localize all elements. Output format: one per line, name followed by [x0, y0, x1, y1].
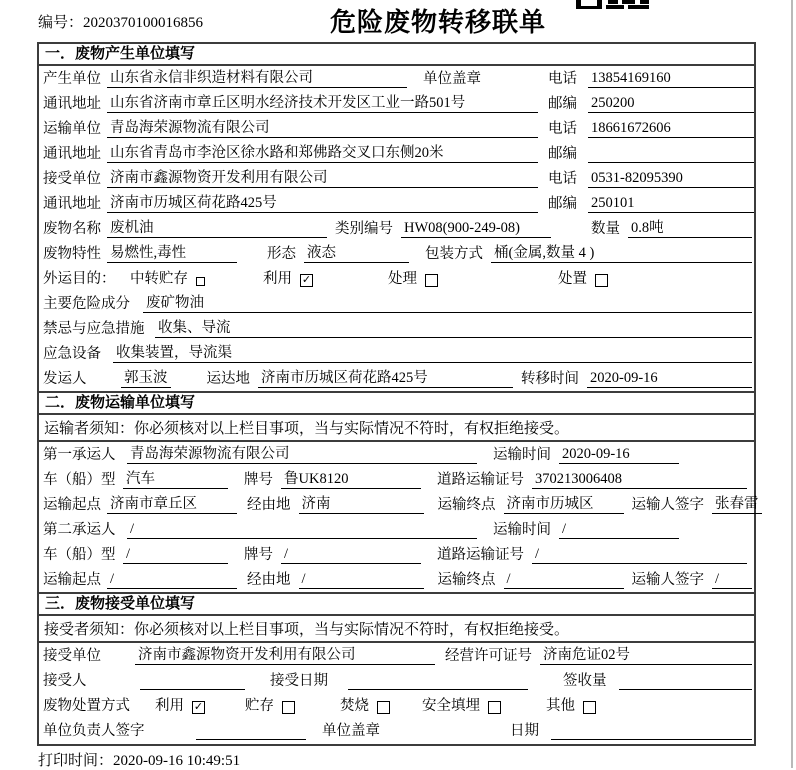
- license-label: 道路运输证号: [437, 472, 524, 488]
- producer-zip-field: 250200: [588, 95, 754, 113]
- phone-label: 电话: [548, 71, 577, 87]
- producer-address-field: 山东省济南市章丘区明水经济技术开发区工业一路501号: [107, 95, 538, 113]
- option-label: 安全填埋: [422, 698, 480, 714]
- option-label: 利用: [155, 698, 184, 714]
- permit-label: 经营许可证号: [445, 648, 532, 664]
- recipient-label: 接受人: [43, 673, 87, 689]
- transport-time-label: 运输时间: [493, 522, 551, 538]
- row-vehicle1: [39, 467, 754, 492]
- purpose-option-treat: [388, 267, 438, 288]
- taboo-label: 禁忌与应急措施: [43, 321, 145, 337]
- disposal-option-storage: [245, 694, 295, 715]
- print-time-value: 2020-09-16 10:49:51: [113, 753, 241, 769]
- producer-phone-field: 13854169160: [588, 70, 754, 88]
- date-field: [551, 723, 752, 740]
- form-field: 液态: [304, 245, 409, 263]
- vehicle-label: 车（船）型: [43, 472, 116, 488]
- zip-label: 邮编: [548, 146, 577, 162]
- equipment-label: 应急设备: [43, 346, 101, 362]
- row-receiver-address: [39, 191, 754, 216]
- plate2-field: /: [281, 546, 421, 564]
- page-title: 危险废物转移联单: [330, 8, 547, 37]
- transport-time2-field: /: [559, 521, 679, 539]
- disposal-option-utilize: [155, 694, 205, 715]
- plate-label: 牌号: [244, 472, 273, 488]
- phone-label: 电话: [548, 171, 577, 187]
- section1-header: 一．废物产生单位填写: [39, 44, 754, 66]
- plate-label: 牌号: [244, 547, 273, 563]
- unit-seal-label: 单位盖章: [322, 723, 380, 739]
- address-label: 通讯地址: [43, 196, 101, 212]
- row-producer: [39, 66, 754, 91]
- transporter-sign-label: 运输人签字: [631, 497, 704, 513]
- disposal-landfill-checkbox[interactable]: [488, 701, 501, 714]
- origin-label: 运输起点: [43, 497, 101, 513]
- via-label: 经由地: [247, 572, 291, 588]
- transport-time1-field: 2020-09-16: [559, 446, 679, 464]
- destination-label: 运达地: [206, 371, 250, 387]
- license-label: 道路运输证号: [437, 547, 524, 563]
- print-time-label: 打印时间：: [38, 753, 114, 769]
- packing-label: 包装方式: [425, 246, 483, 262]
- transport-time-label: 运输时间: [493, 447, 551, 463]
- purpose-label: 外运目的：: [43, 271, 116, 287]
- disposal-option-incinerate: [340, 694, 390, 715]
- date-label: 日期: [510, 723, 539, 739]
- carrier2-label: 第二承运人: [43, 522, 116, 538]
- receiver-notice: 接受者须知：你必须核对以上栏目事项，当与实际情况不符时，有权拒绝接受。: [39, 616, 754, 643]
- section-transporter: [39, 391, 759, 592]
- row-route2: [39, 567, 754, 592]
- row-shipper: [39, 366, 754, 391]
- transfer-time-field: 2020-09-16: [587, 370, 752, 388]
- dispose-checkbox[interactable]: [595, 274, 608, 287]
- carrier2-field: /: [127, 521, 477, 539]
- disposal-utilize-checkbox[interactable]: ✓: [193, 701, 204, 713]
- row-responsible-sign: [39, 718, 754, 743]
- waste-name-field: 废机油: [107, 220, 327, 238]
- row-purpose: [39, 266, 754, 291]
- terminus-label: 运输终点: [437, 497, 496, 513]
- zip-label: 邮编: [548, 196, 577, 212]
- vehicle-label: 车（船）型: [43, 547, 116, 563]
- transfer-storage-checkbox[interactable]: [196, 277, 205, 286]
- transporter-zip-field: [588, 146, 754, 163]
- quantity-field: 0.8吨: [628, 220, 752, 238]
- row-route1: [39, 492, 759, 517]
- address-label: 通讯地址: [43, 146, 101, 162]
- transporter-field: 青岛海荣源物流有限公司: [107, 120, 538, 138]
- transporter-address-field: 山东省青岛市李沧区徐水路和郑佛路交叉口东侧20米: [107, 145, 538, 163]
- row-producer-address: [39, 91, 754, 116]
- section2-header: 二．废物运输单位填写: [39, 393, 754, 415]
- transporter-notice: 运输者须知：你必须核对以上栏目事项，当与实际情况不符时，有权拒绝接受。: [39, 415, 754, 442]
- transporter-label: 运输单位: [43, 121, 101, 137]
- phone-label: 电话: [548, 121, 577, 137]
- section-producer: [39, 44, 754, 391]
- producer-label: 产生单位: [43, 71, 101, 87]
- terminus1-field: 济南市历城区: [504, 496, 624, 514]
- address-label: 通讯地址: [43, 96, 101, 112]
- origin-label: 运输起点: [43, 572, 101, 588]
- serial-number-line: [38, 11, 203, 32]
- purpose-option-transfer-storage: [130, 267, 205, 288]
- row-receiver: [39, 166, 754, 191]
- option-label: 处置: [558, 271, 587, 287]
- recipient-field: [140, 673, 245, 690]
- document-header: [0, 0, 796, 42]
- transfer-form-table: [37, 42, 759, 746]
- row-emergency-equipment: [39, 341, 754, 366]
- receiver-address-field: 济南市历城区荷花路425号: [107, 195, 538, 213]
- disposal-incinerate-checkbox[interactable]: [377, 701, 390, 714]
- row-transporter: [39, 116, 754, 141]
- destination-field: 济南市历城区荷花路425号: [258, 370, 513, 388]
- via-label: 经由地: [247, 497, 291, 513]
- row-hazard-component: [39, 291, 754, 316]
- receive-unit-field: 济南市鑫源物资开发利用有限公司: [135, 647, 435, 665]
- transporter-sign1-field: 张春雷: [712, 496, 762, 514]
- disposal-other-checkbox[interactable]: [583, 701, 596, 714]
- receiver-label: 接受单位: [43, 171, 101, 187]
- option-label: 贮存: [245, 698, 274, 714]
- option-label: 利用: [263, 271, 292, 287]
- transporter-phone-field: 18661672606: [588, 120, 754, 138]
- qr-code-fragment-icon: [576, 0, 650, 10]
- disposal-option-landfill: [422, 694, 501, 715]
- option-label: 处理: [388, 271, 417, 287]
- plate1-field: 鲁UK8120: [281, 471, 421, 489]
- responsible-sign-label: 单位负责人签字: [43, 723, 145, 739]
- character-label: 废物特性: [43, 246, 101, 262]
- row-waste-character: [39, 241, 754, 266]
- form-label: 形态: [267, 246, 296, 262]
- terminus2-field: /: [504, 571, 624, 589]
- section3-header: 三．废物接受单位填写: [39, 594, 754, 616]
- receive-unit-label: 接受单位: [43, 648, 101, 664]
- transporter-sign2-field: /: [712, 571, 752, 589]
- row-carrier1: [39, 442, 754, 467]
- license2-field: /: [532, 546, 747, 564]
- row-transporter-address: [39, 141, 754, 166]
- amount-label: 签收量: [563, 673, 607, 689]
- disposal-storage-checkbox[interactable]: [282, 701, 295, 714]
- producer-field: 山东省永信非织造材料有限公司: [107, 70, 407, 88]
- origin2-field: /: [107, 571, 237, 589]
- row-recipient: [39, 668, 754, 693]
- license1-field: 370213006408: [532, 471, 747, 489]
- section-receiver: [39, 592, 754, 743]
- vehicle2-field: /: [123, 546, 228, 564]
- hazard-label: 主要危险成分: [43, 296, 130, 312]
- terminus-label: 运输终点: [437, 572, 496, 588]
- row-taboo-measures: [39, 316, 754, 341]
- category-label: 类别编号: [335, 221, 393, 237]
- purpose-option-utilize: [263, 267, 313, 288]
- character-field: 易燃性,毒性: [107, 245, 237, 263]
- taboo-field: 收集、导流: [155, 320, 752, 338]
- packing-field: 桶(金属,数量 4 ): [491, 245, 752, 263]
- row-vehicle2: [39, 542, 754, 567]
- carrier1-label: 第一承运人: [43, 447, 116, 463]
- serial-number: 2020370100016856: [83, 15, 204, 31]
- transporter-sign-label: 运输人签字: [631, 572, 704, 588]
- category-field: HW08(900-249-08): [401, 220, 551, 238]
- disposal-label: 废物处置方式: [43, 698, 130, 714]
- treat-checkbox[interactable]: [425, 274, 438, 287]
- option-label: 其他: [546, 698, 575, 714]
- row-receive-unit: [39, 643, 754, 668]
- shipper-field: 郭玉波: [121, 370, 171, 388]
- shipper-label: 发运人: [43, 371, 87, 387]
- purpose-option-dispose: [558, 267, 608, 288]
- option-label: 中转贮存: [130, 271, 188, 287]
- equipment-field: 收集装置，导流渠: [113, 345, 752, 363]
- hazard-field: 废矿物油: [143, 295, 752, 313]
- row-carrier2: [39, 517, 754, 542]
- option-label: 焚烧: [340, 698, 369, 714]
- disposal-option-other: [546, 694, 596, 715]
- serial-label: 编号：: [38, 15, 84, 31]
- page-right-edge-line: [791, 0, 793, 768]
- receiver-phone-field: 0531-82095390: [588, 170, 754, 188]
- receiver-zip-field: 250101: [588, 195, 754, 213]
- row-disposal-method: [39, 693, 754, 718]
- quantity-label: 数量: [591, 221, 620, 237]
- permit-field: 济南危证02号: [540, 647, 752, 665]
- receive-date-field: [348, 673, 528, 690]
- receiver-field: 济南市鑫源物资开发利用有限公司: [107, 170, 538, 188]
- origin1-field: 济南市章丘区: [107, 496, 237, 514]
- receive-date-label: 接受日期: [270, 673, 328, 689]
- unit-seal-label: 单位盖章: [423, 71, 481, 87]
- carrier1-field: 青岛海荣源物流有限公司: [127, 446, 477, 464]
- via1-field: 济南: [299, 496, 424, 514]
- transfer-time-label: 转移时间: [521, 371, 579, 387]
- zip-label: 邮编: [548, 96, 577, 112]
- via2-field: /: [299, 571, 424, 589]
- print-time-line: [38, 749, 240, 770]
- vehicle1-field: 汽车: [123, 471, 228, 489]
- responsible-sign-field: [196, 723, 306, 740]
- waste-name-label: 废物名称: [43, 221, 101, 237]
- row-waste-name: [39, 216, 754, 241]
- amount-field: [619, 673, 753, 690]
- utilize-checkbox[interactable]: ✓: [301, 274, 312, 286]
